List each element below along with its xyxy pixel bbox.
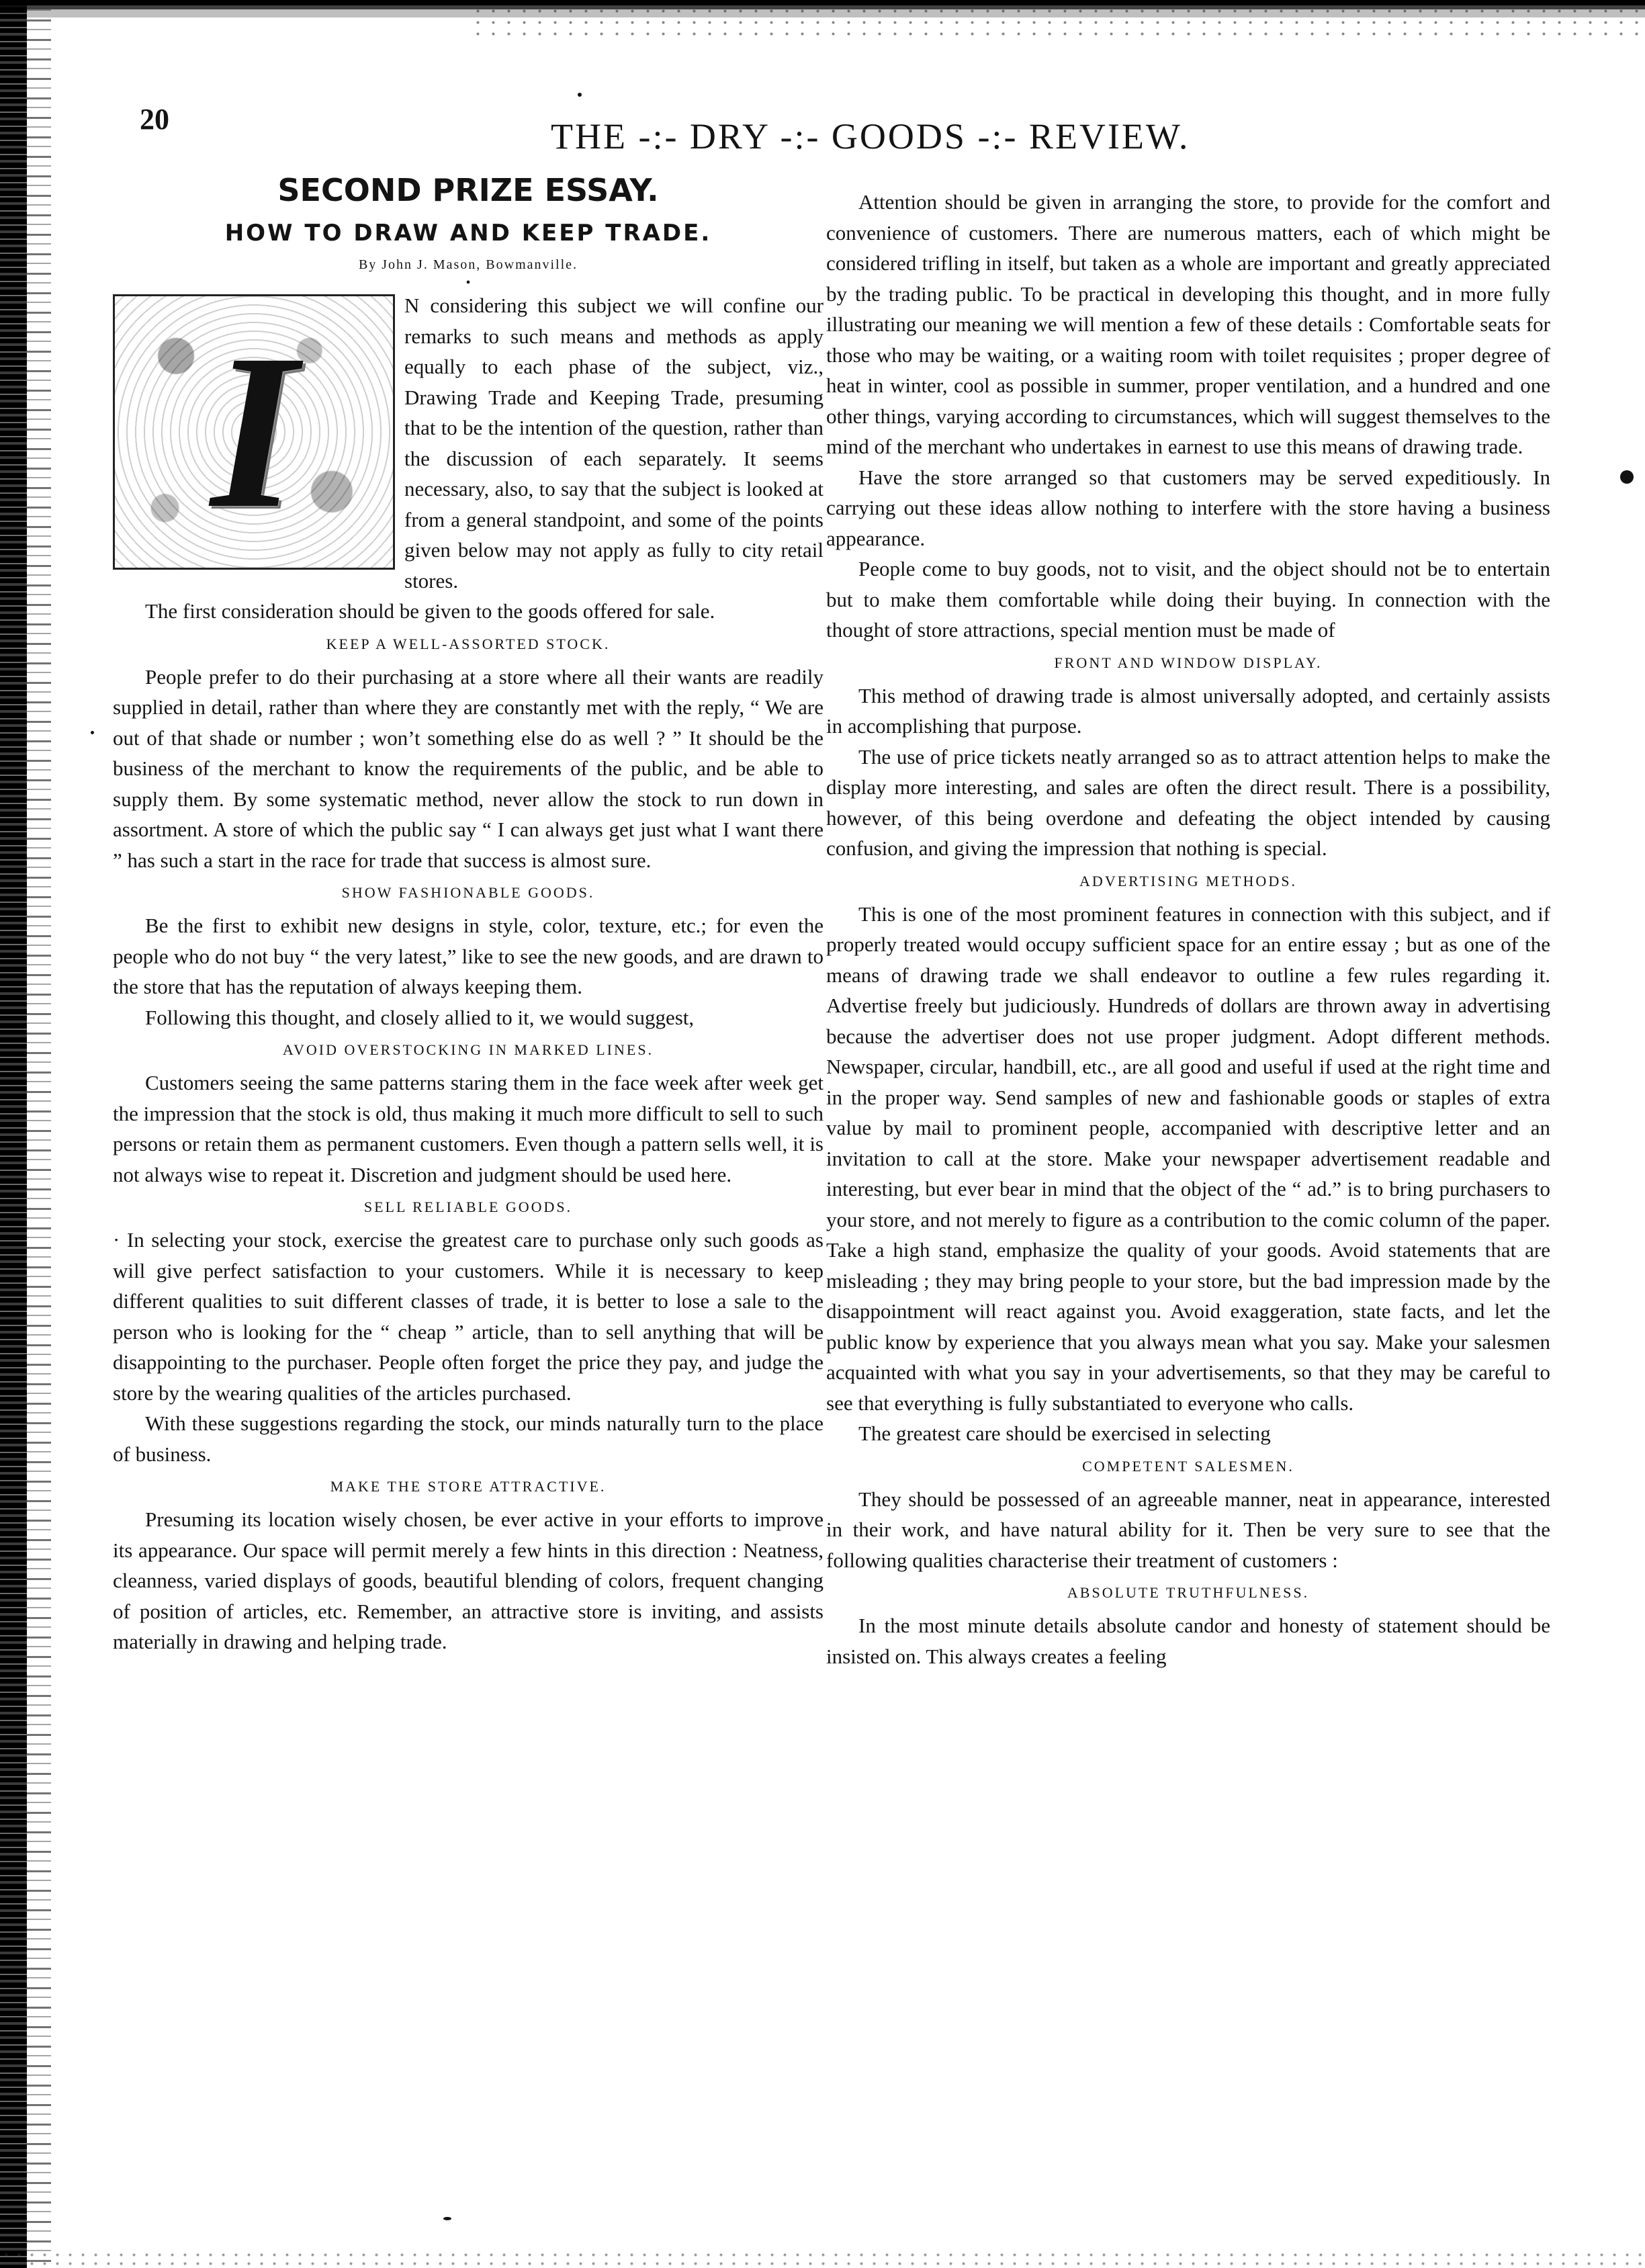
- article-byline: By John J. Mason, Bowmanville.: [358, 257, 578, 272]
- paragraph-stock: People prefer to do their purchasing at a store where all their wants are readily supplied in detail, rather than where they are constantly met with the reply, “ We are out of that shade or number ; won’t something else do as well ? ” It should be the business of the merchant to know the requirements of the public, and be able to supply them. By some systematic method, never allow the stock to run down in assortment. A store of which the public say “ I can always get just what I want there ” has such a start in the race for trade that success is almost sure.: [113, 664, 824, 872]
- heading-salesmen: COMPETENT SALESMEN.: [1082, 1457, 1294, 1475]
- heading-advertising: ADVERTISING METHODS.: [1079, 872, 1297, 889]
- heading-stock: KEEP A WELL-ASSORTED STOCK.: [326, 635, 611, 652]
- heading-truth: ABSOLUTE TRUTHFULNESS.: [1067, 1584, 1310, 1601]
- ornamental-drop-cap: [113, 294, 395, 570]
- scan-edge-bottom-noise: [0, 2251, 1645, 2268]
- drop-cap-letter: I: [210, 309, 298, 554]
- paragraph-salesmen: They should be possessed of an agreeable manner, neat in appearance, interested in their work, and have natural ability for it. Then be very sure to see that the following qualities characterise their treatment of customers :: [826, 1487, 1550, 1572]
- paragraph-visit: People come to buy goods, not to visit, and the object should not be to entertain but to make them comfortable while doing their buying. In connection with the thought of store attractions, special mention must be made of: [826, 557, 1550, 642]
- heading-reliable: SELL RELIABLE GOODS.: [363, 1198, 573, 1215]
- scan-edge-top-noise: [470, 5, 1645, 38]
- paragraph-attractive: Presuming its location wisely chosen, be ever active in your efforts to improve its appearance. Our space will permit merely a few hints in this direction : Neatness, cleanness, varied displays of goods, beautiful blending of colors, frequent changing of position of articles, etc. Remember, an attractive store is inviting, and assists materially in drawing and helping trade.: [113, 1508, 824, 1653]
- ink-speck: [443, 2217, 451, 2220]
- paragraph-truth: In the most minute details absolute candor and honesty of statement should be insisted on. This always creates a feeling: [826, 1614, 1550, 1668]
- scan-edge-left: [0, 0, 27, 2268]
- heading-attractive: MAKE THE STORE ATTRACTIVE.: [330, 1478, 607, 1495]
- ink-speck: [578, 93, 582, 97]
- ornament-dot: •: [465, 275, 471, 290]
- paragraph-fashion: Be the first to exhibit new designs in style, color, texture, etc.; for even the people who do not buy “ the very latest,” like to see the new goods, and are drawn to the store that has the reputation of always keeping them.: [113, 914, 824, 998]
- paragraph-greatest-care: The greatest care should be exercised in selecting: [858, 1422, 1271, 1445]
- page-number: 20: [140, 103, 169, 136]
- paragraph-suggestions: With these suggestions regarding the stock, our minds naturally turn to the place of business.: [113, 1411, 824, 1466]
- paragraph-overstock: Customers seeing the same patterns staring them in the face week after week get the impression that the stock is old, thus making it much more difficult to sell to such persons or retain them as permanent customers. Even though a pattern sells well, it is not always wise to repeat it. Discretion and judgment should be used here.: [113, 1071, 824, 1186]
- paragraph-goods: The first consideration should be given to the goods offered for sale.: [145, 599, 715, 623]
- paragraph-advertising: This is one of the most prominent features in connection with this subject, and if properly treated would occupy sufficient space for an entire essay ; but as one of the means of drawing trade we shall endeavor to outline a few rules regarding it. Advertise freely but judiciously. Hundreds of dollars are thrown away in advertising because the advertiser does not use proper judgment. Adopt different methods. Newspaper, circular, handbill, etc., are all good and useful if used at the right time and in the proper way. Send samples of new and fashionable goods or staples of extra value by mail to prominent people, accompanied with descriptive letter and an invitation to call at the store. Make your newspaper advertisement readable and interesting, but ever bear in mind that the object of the “ ad.” is to bring purchasers to your store, and not merely to figure as a contribution to the comic column of the paper. Take a high stand, emphasize the quality of your goods. Avoid statements that are misleading ; they may bring people to your store, but the bad impression made by the disappointment will react against you. Avoid exaggeration, state facts, and let the public know by experience that you always mean what you say. Make your salesmen acquainted with what you say in your advertisements, so that they may be careful to see that everything is fully substantiated to everyone who calls.: [826, 902, 1550, 1415]
- scan-edge-left-noise: [27, 0, 51, 2268]
- heading-overstock: AVOID OVERSTOCKING IN MARKED LINES.: [282, 1041, 654, 1058]
- right-column: [826, 187, 1550, 1671]
- paragraph-tickets: The use of price tickets neatly arranged so as to attract attention helps to make the display more interesting, and sales are often the direct result. There is a possibility, however, of this being overdone and defeating the object intended by causing confusion, and giving the impression that nothing is special.: [826, 744, 1550, 860]
- article-title: SECOND PRIZE ESSAY.: [277, 172, 659, 208]
- ink-speck: [91, 731, 94, 734]
- paragraph-comfort: Attention should be given in arranging the store, to provide for the comfort and convenience of customers. There are numerous matters, each of which might be considered trifling in itself, but taken as a whole are important and greatly appreciated by the trading public. To be practical in developing this thought, and in more fully illustrating our meaning we will mention a few of these details : Comfortable seats for those who may be waiting, or a waiting room with toilet requisites ; proper degree of heat in winter, cool as possible in summer, proper ventilation, and a hundred and one other things, varying according to circumstances, which will suggest themselves to the mind of the merchant who undertakes in earnest to use this means of drawing trade.: [826, 190, 1550, 458]
- paragraph-following: Following this thought, and closely allied to it, we would suggest,: [145, 1005, 695, 1029]
- intro-text: considering this subject we will confine our remarks to such means and methods as apply equally to each phase of the subject, viz., Drawing Trade and Keeping Trade, presuming that to be the intention of the question, rather than the discussion of each separately. It seems necessary, also, to say that the subject is looked at from a general standpoint, and some of the points given below may not apply as fully to city retail stores.: [404, 294, 824, 593]
- paragraph-expedite: Have the store arranged so that customers may be served expeditiously. In carrying out these ideas allow nothing to interfere with the store having a business appearance.: [826, 465, 1550, 550]
- ink-speck: [1620, 470, 1634, 484]
- heading-window: FRONT AND WINDOW DISPLAY.: [1054, 654, 1323, 671]
- intro-first-word: N: [404, 294, 420, 317]
- heading-fashion: SHOW FASHIONABLE GOODS.: [341, 884, 595, 901]
- left-column: [113, 169, 824, 1657]
- article-subtitle: HOW TO DRAW AND KEEP TRADE.: [224, 220, 712, 247]
- paragraph-window: This method of drawing trade is almost universally adopted, and certainly assists in accomplishing that purpose.: [826, 683, 1550, 738]
- running-head: THE -:- DRY -:- GOODS -:- REVIEW.: [551, 116, 1190, 157]
- paragraph-reliable: · In selecting your stock, exercise the greatest care to purchase only such goods as will give perfect satisfaction to your customers. While it is necessary to keep different qualities to suit different classes of trade, it is better to lose a sale to the person who is looking for the “ cheap ” article, than to sell anything that will be disappointing to the purchaser. People often forget the price they pay, and judge the store by the wearing qualities of the articles purchased.: [113, 1228, 824, 1405]
